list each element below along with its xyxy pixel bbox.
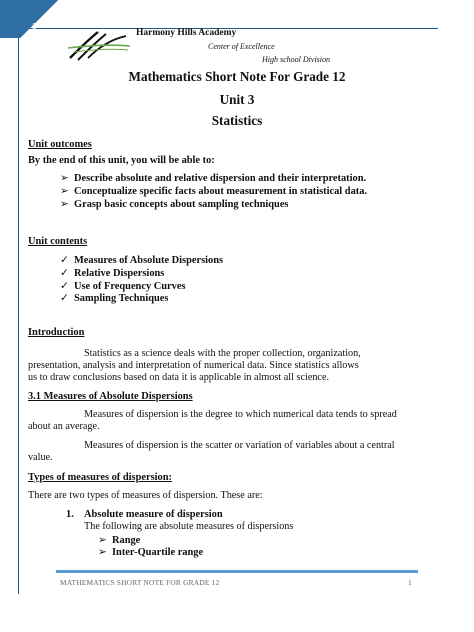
unit-heading: Unit 3 <box>219 92 255 107</box>
absolute-measure-item: ➢ Range <box>98 535 141 546</box>
absolute-measure-item: ➢ Inter-Quartile range <box>98 547 204 558</box>
outcome-item: ➢ Describe absolute and relative dispersion and their interpretation. <box>60 173 367 184</box>
school-name: Harmony Hills Academy <box>136 28 237 38</box>
arrow-bullet-icon: ➢ <box>98 535 107 546</box>
page-tab-number: 1 <box>32 22 37 31</box>
unit-outcomes-heading: Unit outcomes <box>28 139 92 150</box>
absolute-measure-description: The following are absolute measures of dispersions <box>84 521 294 532</box>
footer-title: MATHEMATICS SHORT NOTE FOR GRADE 12 <box>60 578 220 587</box>
document-title: Mathematics Short Note For Grade 12 <box>128 69 346 84</box>
footer-page-number: 1 <box>408 578 412 587</box>
content-item: ✓ Relative Dispersions <box>60 268 165 279</box>
content-item: ✓ Use of Frequency Curves <box>60 281 186 292</box>
unit-contents-heading: Unit contents <box>28 236 88 247</box>
topic-heading: Statistics <box>211 113 263 128</box>
check-bullet-icon: ✓ <box>60 281 69 292</box>
introduction-heading: Introduction <box>28 327 85 338</box>
check-bullet-icon: ✓ <box>60 255 69 266</box>
arrow-bullet-icon: ➢ <box>60 199 69 210</box>
footer-divider <box>56 570 418 573</box>
arrow-bullet-icon: ➢ <box>98 547 107 558</box>
section-3-1-paragraph-line: value. <box>28 452 53 463</box>
check-bullet-icon: ✓ <box>60 293 69 304</box>
outcome-item: ➢ Grasp basic concepts about sampling techniques <box>60 199 289 210</box>
introduction-text-line: us to draw conclusions based on data it is applicable in almost all science. <box>28 372 330 383</box>
types-intro: There are two types of measures of dispersion. These are: <box>28 490 263 501</box>
introduction-text-line: Statistics as a science deals with the proper collection, organization, <box>84 348 361 359</box>
page-number-tab <box>0 0 62 38</box>
section-3-1-paragraph-line: about an average. <box>28 421 100 432</box>
check-bullet-icon: ✓ <box>60 268 69 279</box>
absolute-measure-number: 1. <box>66 509 74 520</box>
school-logo <box>66 28 134 64</box>
introduction-text-line: presentation, analysis and interpretation of numerical data. Since statistics allows <box>28 360 359 371</box>
arrow-bullet-icon: ➢ <box>60 173 69 184</box>
section-3-1-paragraph-line: Measures of dispersion is the scatter or variation of variables about a central <box>84 440 395 451</box>
unit-outcomes-intro: By the end of this unit, you will be able to: <box>28 155 215 166</box>
school-subtitle-excellence: Center of Excellence <box>208 42 275 51</box>
types-heading: Types of measures of dispersion: <box>28 472 172 483</box>
content-item: ✓ Sampling Techniques <box>60 293 169 304</box>
absolute-measure-title: Absolute measure of dispersion <box>84 509 223 520</box>
content-item: ✓ Measures of Absolute Dispersions <box>60 255 224 266</box>
section-3-1-paragraph-line: Measures of dispersion is the degree to which numerical data tends to spread <box>84 409 397 420</box>
outcome-item: ➢ Conceptualize specific facts about measurement in statistical data. <box>60 186 368 197</box>
arrow-bullet-icon: ➢ <box>60 186 69 197</box>
school-subtitle-division: High school Division <box>262 55 330 64</box>
section-3-1-heading: 3.1 Measures of Absolute Dispersions <box>28 391 193 402</box>
